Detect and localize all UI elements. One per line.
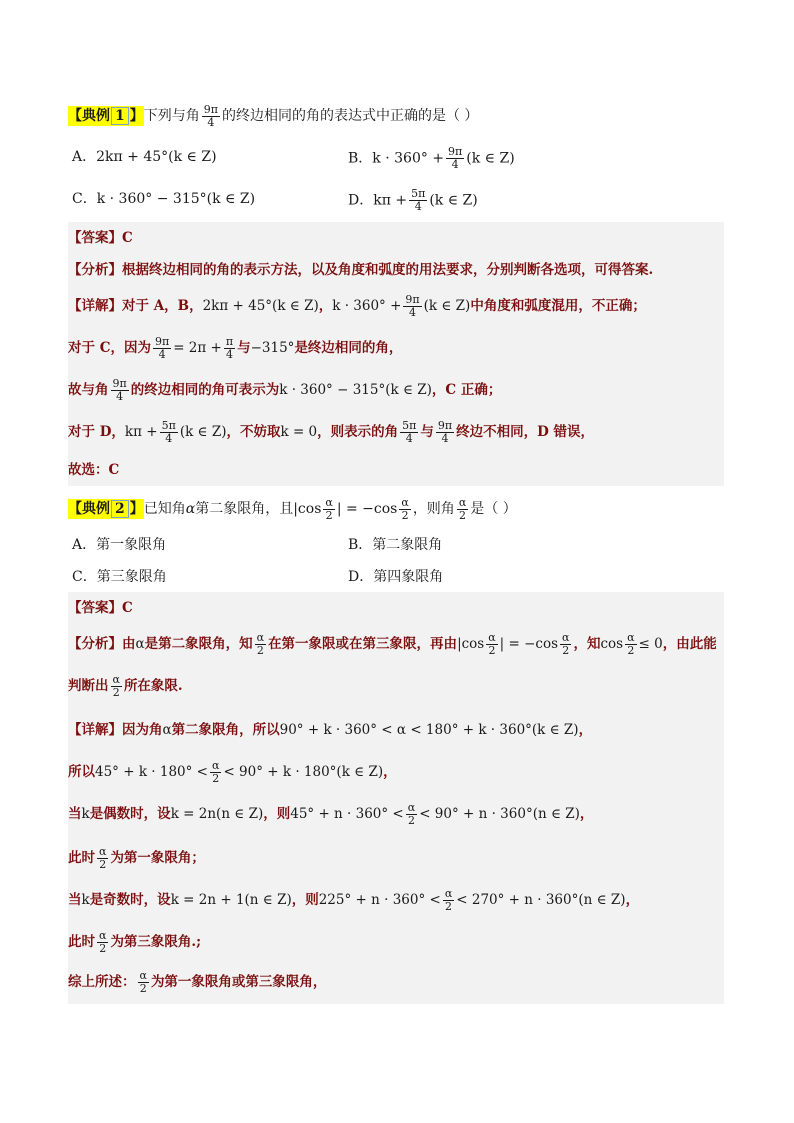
fraction: $\frac{9\pi}{4}$ (448, 145, 463, 171)
detail-line-1: 【详解】对于 A，B，2kπ + 45°(k ∈ Z)，k · 360° + $\frac{9\pi}{4}$ (k ∈ Z)中角度和弧度混用，不正确； (68, 293, 646, 319)
fraction: $\frac{\alpha}{2}$ (627, 631, 635, 657)
fraction: $\frac{\alpha}{2}$ (458, 495, 467, 522)
detail-line-5: 当k是奇数时，设k = 2n + 1(n ∈ Z)，则225° + n · 360° < $\frac{\alpha}{2}$ < 270° + n · 360°(n ∈ Z)， (68, 887, 640, 913)
fraction: $\frac{\alpha}{2}$ (325, 495, 333, 522)
example-1-question: 【典例 1 】下列与角 $\frac{9\pi}{4}$ 的终边相同的角的表达式中正确的是（ ） (68, 102, 479, 129)
detail-line-3: 当k是偶数时，设k = 2n(n ∈ Z)，则45° + n · 360° < $\frac{\alpha}{2}$ < 90° + n · 360°(n ∈ Z)， (68, 801, 594, 827)
example-number: 1 (111, 107, 129, 125)
option-b: B．第二象限角 (348, 537, 443, 553)
option-a: A．2kπ + 45°(k ∈ Z) (72, 149, 217, 165)
fraction: $\frac{\alpha}{2}$ (99, 845, 107, 871)
detail-line-3: 故与角 $\frac{9\pi}{4}$ 的终边相同的角可表示为k · 360° − 315°(k ∈ Z)，C 正确； (68, 377, 502, 403)
fraction: $\frac{9\pi}{4}$ (437, 419, 453, 445)
example-2-question: 【典例 2 】已知角α第二象限角，且|cos $\frac{\alpha}{2}$ | = −cos $\frac{\alpha}{2}$ ，则角 $\frac{\alpha}{2}$ 是（ ） (68, 495, 517, 522)
answer-line: 【答案】C (68, 600, 133, 616)
fraction: $\frac{9\pi}{4}$ (154, 335, 170, 361)
fraction: $\frac{\alpha}{2}$ (401, 495, 409, 522)
fraction: $\frac{\alpha}{2}$ (99, 929, 107, 955)
detail-line-1: 【详解】因为角α第二象限角，所以90° + k · 360° < α < 180° + k · 360°(k ∈ Z)， (68, 722, 593, 738)
option-d: D．kπ + $\frac{5\pi}{4}$ (k ∈ Z) (348, 187, 478, 213)
detail-line-6: 此时 $\frac{\alpha}{2}$ 为第三象限角.; (68, 929, 202, 955)
fraction: $\frac{\alpha}{2}$ (212, 759, 220, 785)
example-number: 2 (111, 500, 129, 518)
fraction: $\frac{9\pi}{4}$ (112, 377, 127, 403)
choice-line: 故选：C (68, 462, 120, 478)
fraction: $\frac{5\pi}{4}$ (161, 419, 176, 445)
fraction: $\frac{\alpha}{2}$ (139, 969, 147, 995)
detail-line-4: 对于 D，kπ + $\frac{5\pi}{4}$ (k ∈ Z)，不妨取k = 0，则表示的角 $\frac{5\pi}{4}$ 与 $\frac{9\pi}{4}$ 终边不相同，D 错误， (68, 419, 595, 445)
option-a: A．第一象限角 (72, 537, 167, 553)
fraction: $\frac{\alpha}{2}$ (488, 631, 496, 657)
fraction: $\frac{9\pi}{4}$ (405, 293, 420, 319)
fraction: $\frac{\alpha}{2}$ (562, 631, 570, 657)
analysis-line: 【分析】根据终边相同的角的表示方法，以及角度和弧度的用法要求，分别判断各选项，可得答案. (68, 262, 654, 278)
option-b: B．k · 360° + $\frac{9\pi}{4}$ (k ∈ Z) (348, 145, 515, 171)
detail-line-2: 所以45° + k · 180° < $\frac{\alpha}{2}$ < 90° + k · 180°(k ∈ Z)， (68, 759, 397, 785)
option-c: C．第三象限角 (72, 569, 167, 585)
fraction: $\frac{9\pi}{4}$ (203, 102, 218, 129)
fraction: $\frac{5\pi}{4}$ (411, 187, 426, 213)
fraction: $\frac{5\pi}{4}$ (402, 419, 417, 445)
detail-line-2: 对于 C，因为 $\frac{9\pi}{4}$ = 2π + $\frac{\pi}{4}$ 与−315°是终边相同的角， (68, 335, 403, 361)
fraction: $\frac{\pi}{4}$ (225, 335, 234, 361)
option-d: D．第四象限角 (348, 569, 444, 585)
example-tag: 【典例 1 】 (68, 108, 144, 124)
example-tag: 【典例 2 】 (68, 501, 144, 517)
detail-line-7: 综上所述： $\frac{\alpha}{2}$ 为第一象限角或第三象限角， (68, 969, 327, 995)
fraction: $\frac{\alpha}{2}$ (444, 887, 453, 913)
analysis-line-1: 【分析】由α是第二象限角，知 $\frac{\alpha}{2}$ 在第一象限或在第三象限，再由|cos $\frac{\alpha}{2}$ | = −cos $\frac{\alpha}{2}$ ，知cos $\frac{\alpha}{2}$ ≤ 0，由此能 (68, 631, 717, 657)
analysis-line-2: 判断出 $\frac{\alpha}{2}$ 所在象限. (68, 673, 183, 699)
fraction: $\frac{\alpha}{2}$ (256, 631, 265, 657)
detail-line-4: 此时 $\frac{\alpha}{2}$ 为第一象限角； (68, 845, 205, 871)
fraction: $\frac{\alpha}{2}$ (112, 673, 120, 699)
fraction: $\frac{\alpha}{2}$ (407, 801, 416, 827)
answer-line: 【答案】C (68, 230, 133, 246)
option-c: C．k · 360° − 315°(k ∈ Z) (72, 191, 256, 207)
